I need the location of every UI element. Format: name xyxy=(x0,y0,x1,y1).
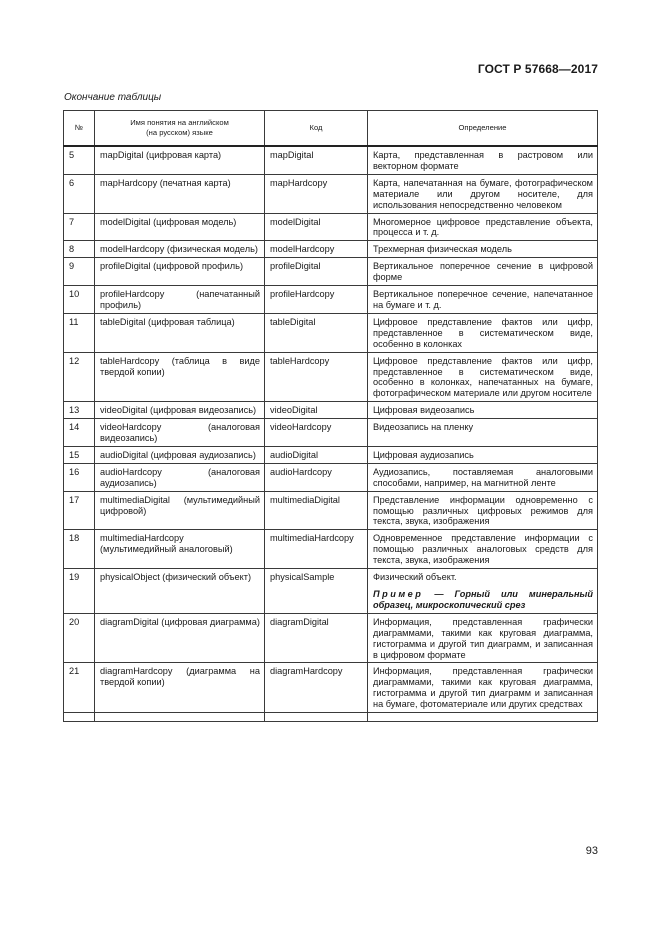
term-cell: multimediaDigital (мультимедийный цифровой) xyxy=(95,491,265,530)
table-row xyxy=(64,286,598,314)
row-number: 21 xyxy=(64,663,95,713)
code-cell: diagramDigital xyxy=(265,613,368,663)
definition-text: Одновременное представление информации с помощью различных аналоговых средств для текста, звука, изображения xyxy=(373,533,593,566)
page-number: 93 xyxy=(585,845,598,857)
code-cell: diagramHardcopy xyxy=(265,663,368,713)
definition-text: Карта, представленная в растровом или векторном формате xyxy=(373,150,593,171)
row-number: 10 xyxy=(64,286,95,314)
row-number: 19 xyxy=(64,569,95,614)
row-number: 20 xyxy=(64,613,95,663)
table-row xyxy=(64,491,598,530)
table-row xyxy=(64,446,598,463)
header-term xyxy=(95,111,265,147)
code-cell: tableDigital xyxy=(265,313,368,352)
definition-cell xyxy=(368,569,598,614)
definition-text: Вертикальное поперечное сечение, напечатанное на бумаге и т. д. xyxy=(373,289,593,310)
row-number: 17 xyxy=(64,491,95,530)
definition-text: Трехмерная физическая модель xyxy=(373,244,512,255)
empty-cell xyxy=(368,713,598,722)
definition-cell xyxy=(368,213,598,241)
header-num: № xyxy=(64,111,95,147)
definition-cell xyxy=(368,146,598,174)
code-cell: audioDigital xyxy=(265,446,368,463)
empty-cell xyxy=(95,713,265,722)
table-row xyxy=(64,613,598,663)
term-cell: modelDigital (цифровая модель) xyxy=(95,213,265,241)
code-cell: videoDigital xyxy=(265,402,368,419)
document-code: ГОСТ Р 57668—2017 xyxy=(477,62,598,76)
definition-cell xyxy=(368,402,598,419)
term-cell: tableHardcopy (таблица в виде твердой копии) xyxy=(95,352,265,402)
term-cell: mapDigital (цифровая карта) xyxy=(95,146,265,174)
empty-cell xyxy=(265,713,368,722)
definition-cell xyxy=(368,241,598,258)
row-number: 18 xyxy=(64,530,95,569)
header-term-line1: Имя понятия на английском xyxy=(130,118,229,128)
row-number: 5 xyxy=(64,146,95,174)
definition-text: Цифровое представление фактов или цифр, представленное в систематическом виде, особенно в колонках, напечатанных на бумаге, фотографическом материале или другом носителе xyxy=(373,355,593,399)
table-row xyxy=(64,241,598,258)
table-row xyxy=(64,258,598,286)
definition-cell xyxy=(368,258,598,286)
definition-text: Многомерное цифровое представление объекта, процесса и т. д. xyxy=(373,216,593,238)
header-definition: Определение xyxy=(368,111,598,147)
code-cell: multimediaHardcopy xyxy=(265,530,368,569)
row-number: 14 xyxy=(64,419,95,447)
table-row xyxy=(64,530,598,569)
row-number: 9 xyxy=(64,258,95,286)
row-number: 11 xyxy=(64,313,95,352)
table-row xyxy=(64,402,598,419)
definition-text: Информация, представленная графически диаграммами, такими как круговая диаграмма, гистограмма и другой тип диаграмм и записанная на бумаге, фотоматериале или других средствах xyxy=(373,666,593,710)
definition-cell xyxy=(368,613,598,663)
code-cell: mapHardcopy xyxy=(265,174,368,213)
code-cell: videoHardcopy xyxy=(265,419,368,447)
definition-example-note xyxy=(373,589,593,611)
term-cell: physicalObject (физический объект) xyxy=(95,569,265,614)
example-text: — Горный или минеральный образец, микроскопический срез xyxy=(373,589,593,610)
definition-text: Цифровая видеозапись xyxy=(373,405,475,416)
table-caption: Окончание таблицы xyxy=(64,92,162,103)
definition-cell xyxy=(368,491,598,530)
term-cell: tableDigital (цифровая таблица) xyxy=(95,313,265,352)
term-cell: profileHardcopy (напечатанный профиль) xyxy=(95,286,265,314)
definition-cell xyxy=(368,530,598,569)
row-number: 12 xyxy=(64,352,95,402)
table-row xyxy=(64,174,598,213)
code-cell: modelHardcopy xyxy=(265,241,368,258)
row-number: 8 xyxy=(64,241,95,258)
term-cell: videoHardcopy (аналоговая видеозапись) xyxy=(95,419,265,447)
term-cell: audioDigital (цифровая аудиозапись) xyxy=(95,446,265,463)
terms-table xyxy=(63,110,598,722)
definition-cell xyxy=(368,463,598,491)
definition-text: Цифровая аудиозапись xyxy=(373,449,474,460)
definition-text: Представление информации одновременно с помощью различных цифровых режимов для текста, звука, изображения xyxy=(373,494,593,527)
definition-cell xyxy=(368,352,598,402)
row-number: 15 xyxy=(64,446,95,463)
term-cell: videoDigital (цифровая видеозапись) xyxy=(95,402,265,419)
definition-text: Карта, напечатанная на бумаге, фотографическом материале или другом носителе, для использования непосредственно человеком xyxy=(373,177,593,210)
header-code: Код xyxy=(265,111,368,147)
definition-cell xyxy=(368,663,598,713)
header-term-line2: (на русском) языке xyxy=(146,128,213,137)
definition-cell xyxy=(368,174,598,213)
table-row xyxy=(64,213,598,241)
example-label: Пример xyxy=(373,589,424,599)
code-cell: multimediaDigital xyxy=(265,491,368,530)
term-cell: diagramHardcopy (диаграмма на твердой копии) xyxy=(95,663,265,713)
definition-text: Информация, представленная графически диаграммами, такими как круговая диаграмма, гистограмма и другой тип диаграмм, и записанная в цифровом формате xyxy=(373,616,593,660)
term-cell: audioHardcopy (аналоговая аудиозапись) xyxy=(95,463,265,491)
row-number: 7 xyxy=(64,213,95,241)
empty-cell xyxy=(64,713,95,722)
code-cell: physicalSample xyxy=(265,569,368,614)
code-cell: mapDigital xyxy=(265,146,368,174)
code-cell: profileDigital xyxy=(265,258,368,286)
row-number: 6 xyxy=(64,174,95,213)
table-row xyxy=(64,146,598,174)
definition-cell xyxy=(368,313,598,352)
definition-cell xyxy=(368,419,598,447)
table-row xyxy=(64,463,598,491)
definition-cell xyxy=(368,286,598,314)
code-cell: profileHardcopy xyxy=(265,286,368,314)
definition-text: Физический объект. xyxy=(373,572,457,583)
term-cell: diagramDigital (цифровая диаграмма) xyxy=(95,613,265,663)
definition-cell xyxy=(368,446,598,463)
table-row xyxy=(64,352,598,402)
table-row xyxy=(64,313,598,352)
table-row xyxy=(64,419,598,447)
term-cell: modelHardcopy (физическая модель) xyxy=(95,241,265,258)
definition-text: Вертикальное поперечное сечение в цифровой форме xyxy=(373,261,593,283)
definition-text: Аудиозапись, поставляемая аналоговыми способами, например, на магнитной ленте xyxy=(373,466,593,488)
table-continuation-row xyxy=(64,713,598,722)
definition-text: Цифровое представление фактов или цифр, представленное в систематическом виде, особенно в колонках xyxy=(373,316,593,349)
term-cell: mapHardcopy (печатная карта) xyxy=(95,174,265,213)
table-header-row xyxy=(64,111,598,147)
code-cell: tableHardcopy xyxy=(265,352,368,402)
term-cell: multimediaHardcopy (мультимедийный аналоговый) xyxy=(95,530,265,569)
definition-text: Видеозапись на пленку xyxy=(373,422,474,433)
row-number: 16 xyxy=(64,463,95,491)
term-cell: profileDigital (цифровой профиль) xyxy=(95,258,265,286)
table-row xyxy=(64,663,598,713)
code-cell: audioHardcopy xyxy=(265,463,368,491)
row-number: 13 xyxy=(64,402,95,419)
table-row xyxy=(64,569,598,614)
code-cell: modelDigital xyxy=(265,213,368,241)
